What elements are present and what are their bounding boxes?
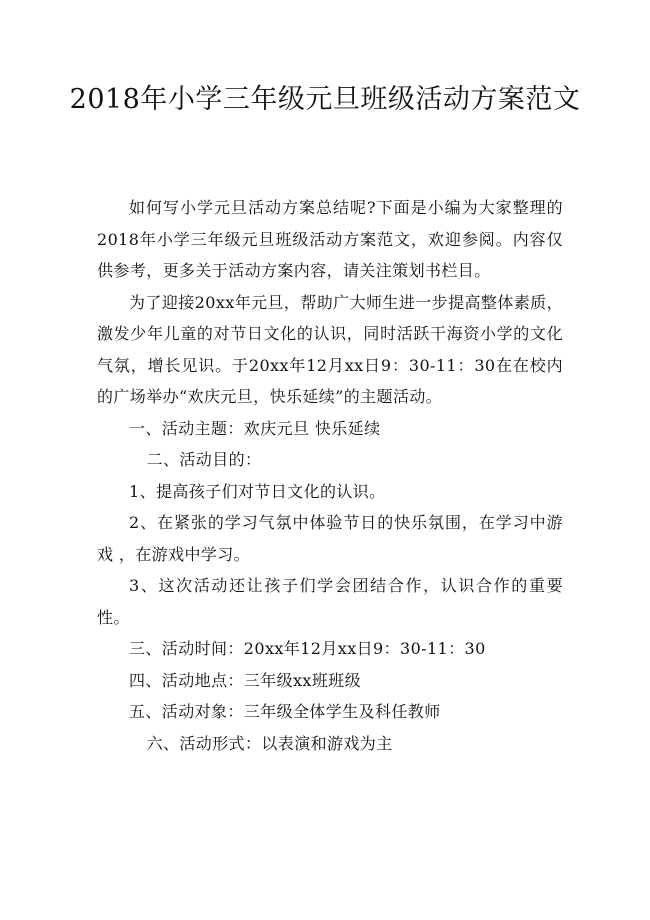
- activity-time: 三、活动时间：20xx年12月xx日9：30-11：30: [129, 639, 486, 658]
- document-title: 2018年小学三年级元旦班级活动方案范文: [69, 84, 581, 115]
- activity-theme: 一、活动主题：欢庆元旦 快乐延续: [129, 418, 381, 438]
- background-paragraph: 为了迎接20xx年元旦，帮助广大师生进一步提高整体素质，激发少年儿童的对节日文化的认识，同时活跃干海资小学的文化气氛，增长见识。于20xx年12月xx日9：30-11：30在在校内的广场举办“欢庆元旦，快乐延续”的主题活动。: [97, 292, 563, 406]
- intro-paragraph: 如何写小学元旦活动方案总结呢?下面是小编为大家整理的2018年小学三年级元旦班级活动方案范文，欢迎参阅。内容仅供参考，更多关于活动方案内容，请关注策划书栏目。: [97, 198, 563, 280]
- activity-location: 四、活动地点：三年级xx班班级: [129, 670, 362, 690]
- document-body: [97, 192, 563, 759]
- activity-purpose-heading: 二、活动目的：: [146, 450, 262, 469]
- purpose-item-3: 3、这次活动还让孩子们学会团结合作，认识合作的重要性。: [97, 576, 563, 627]
- purpose-item-1: 1、提高孩子们对节日文化的认识。: [129, 481, 386, 501]
- purpose-item-2: 2、在紧张的学习气氛中体验节日的快乐氛围，在学习中游戏 ，在游戏中学习。: [97, 513, 563, 564]
- activity-format: 六、活动形式：以表演和游戏为主: [146, 733, 393, 753]
- activity-participants: 五、活动对象：三年级全体学生及科任教师: [129, 702, 441, 721]
